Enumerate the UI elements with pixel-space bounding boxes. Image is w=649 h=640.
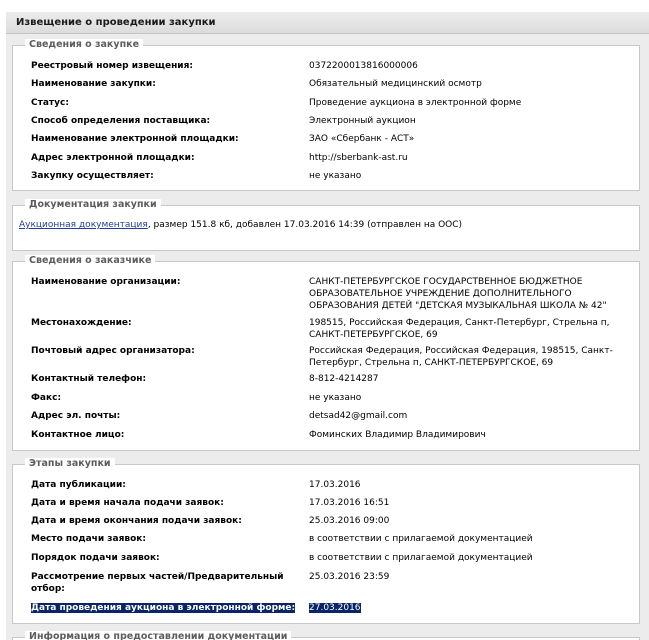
field-label: Дата публикации: <box>31 480 126 490</box>
page-title: Извещение о проведении закупки <box>6 12 649 34</box>
stages-section <box>12 458 640 624</box>
fax-value: не указано <box>309 393 362 403</box>
field-label: Дата и время окончания подачи заявок: <box>31 516 242 526</box>
status-value: Проведение аукциона в электронной форме <box>309 98 522 108</box>
organization-name-value: САНКТ-ПЕТЕРБУРГСКОЕ ГОСУДАРСТВЕННОЕ БЮДЖЕТНОЕ ОБРАЗОВАТЕЛЬНОЕ УЧРЕЖДЕНИЕ ДОПОЛНИТЕЛЬНОГО ОБРАЗОВАНИЯ ДЕТЕЙ "ДЕТСКАЯ МУЗЫКАЛЬНАЯ ШКОЛА № 42" <box>309 277 607 311</box>
auction-date-label-wrap <box>31 602 295 614</box>
auction-date-value-wrap <box>309 602 361 614</box>
procurement-section <box>12 39 640 191</box>
documentation-info-section-title: Информация о предоставлении документации <box>25 631 291 640</box>
field-label: Адрес эл. почты: <box>31 411 121 421</box>
field-label: Рассмотрение первых частей/Предварительный отбор: <box>31 572 284 594</box>
submission-place-value: в соответствии с прилагаемой документацией <box>309 534 533 544</box>
publication-date-value: 17.03.2016 <box>309 480 361 490</box>
supplier-method-value: Электронный аукцион <box>309 116 416 126</box>
platform-address-value: http://sberbank-ast.ru <box>309 153 408 163</box>
field-label: Статус: <box>31 98 69 108</box>
field-label: Место подачи заявок: <box>31 534 146 544</box>
field-label: Порядок подачи заявок: <box>31 553 160 563</box>
field-label: Местонахождение: <box>31 318 132 328</box>
conducted-by-value: не указано <box>309 171 362 181</box>
field-label: Закупку осуществляет: <box>31 171 154 181</box>
field-label: Контактный телефон: <box>31 374 147 384</box>
field-label: Наименование закупки: <box>31 79 156 89</box>
contact-person-value: Фоминских Владимир Владимирович <box>309 430 486 440</box>
documentation-details: , размер 151.8 кб, добавлен 17.03.2016 14:39 (отправлен на ООС) <box>147 220 463 230</box>
field-label: Способ определения поставщика: <box>31 116 211 126</box>
field-label: Дата проведения аукциона в электронной форме: <box>31 603 296 613</box>
submission-order-value: в соответствии с прилагаемой документацией <box>309 553 533 563</box>
first-parts-review-value: 25.03.2016 23:59 <box>309 572 390 582</box>
auction-documentation-link[interactable]: Аукционная документация <box>19 220 148 230</box>
procurement-name-value: Обязательный медицинский осмотр <box>309 79 482 89</box>
documentation-section-title: Документация закупки <box>25 199 161 211</box>
postal-address-value: Российская Федерация, Российская Федерация, 198515, Санкт-Петербург, Стрельна п, САНКТ-ПЕТЕРБУРГСКОЕ, 69 <box>309 346 613 368</box>
phone-value: 8-812-4214287 <box>309 374 379 384</box>
documentation-section <box>12 199 640 251</box>
customer-section-title: Сведения о заказчике <box>25 255 155 267</box>
field-label: Контактное лицо: <box>31 430 125 440</box>
field-label: Адрес электронной площадки: <box>31 153 195 163</box>
field-label: Дата и время начала подачи заявок: <box>31 498 224 508</box>
field-label: Наименование организации: <box>31 277 181 287</box>
field-label: Почтовый адрес организатора: <box>31 346 195 356</box>
email-value: detsad42@gmail.com <box>309 411 408 421</box>
registry-number-value: 0372200013816000006 <box>309 61 418 71</box>
start-submission-value: 17.03.2016 16:51 <box>309 498 390 508</box>
stages-section-title: Этапы закупки <box>25 458 115 470</box>
auction-date-value: 27.03.2016 <box>309 603 361 613</box>
platform-name-value: ЗАО «Сбербанк - АСТ» <box>309 134 415 144</box>
location-value: 198515, Российская Федерация, Санкт-Петербург, Стрельна п, САНКТ-ПЕТЕРБУРГСКОЕ, 69 <box>309 318 610 340</box>
field-label: Реестровый номер извещения: <box>31 61 193 71</box>
documentation-line <box>19 219 462 231</box>
end-submission-value: 25.03.2016 09:00 <box>309 516 390 526</box>
procurement-section-title: Сведения о закупке <box>25 39 143 51</box>
field-label: Наименование электронной площадки: <box>31 134 239 144</box>
customer-section <box>12 255 640 451</box>
field-label: Факс: <box>31 393 62 403</box>
